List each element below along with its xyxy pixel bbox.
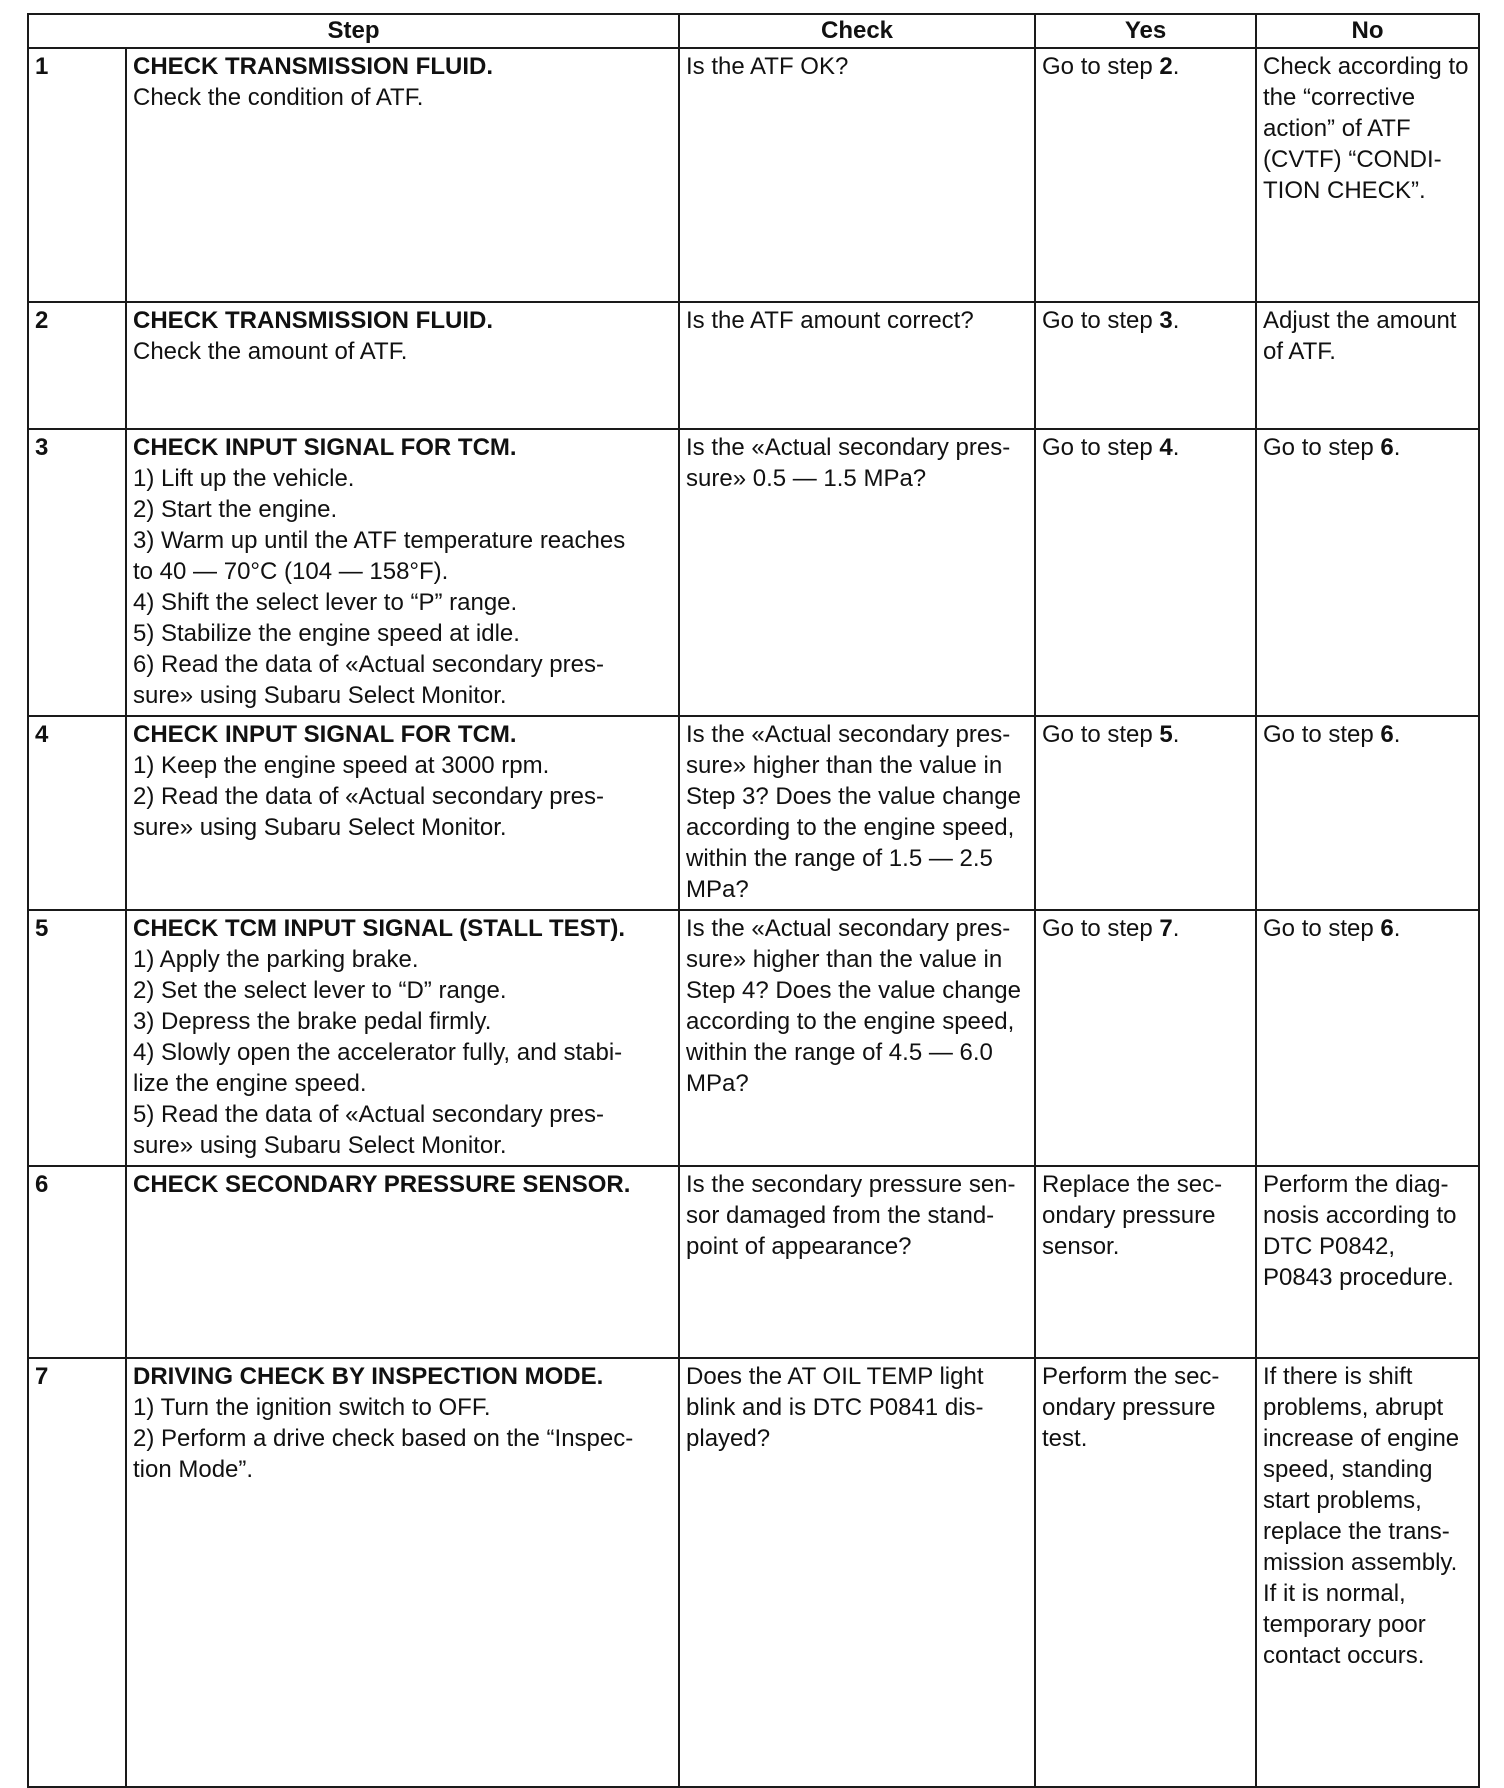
no-line: (CVTF) “CONDI- bbox=[1263, 146, 1442, 173]
step-line: tion Mode”. bbox=[133, 1456, 254, 1483]
header-row bbox=[28, 14, 1479, 48]
step-title: CHECK TCM INPUT SIGNAL (STALL TEST). bbox=[133, 915, 625, 942]
no-line: If it is normal, bbox=[1263, 1580, 1406, 1607]
yes-cell bbox=[1035, 1358, 1256, 1787]
step-line: 3) Warm up until the ATF temperature reaches bbox=[133, 527, 626, 554]
check-line: point of appearance? bbox=[686, 1233, 912, 1260]
table-row bbox=[28, 429, 1479, 716]
check-cell bbox=[679, 48, 1035, 302]
check-line: Step 3? Does the value change bbox=[686, 783, 1021, 810]
no-suffix: . bbox=[1393, 721, 1401, 748]
step-line: 4) Slowly open the accelerator fully, and stabi- bbox=[133, 1039, 623, 1066]
no-suffix: . bbox=[1393, 915, 1401, 942]
yes-suffix: . bbox=[1172, 53, 1180, 80]
step-description bbox=[126, 716, 679, 910]
step-line: 1) Apply the parking brake. bbox=[133, 946, 419, 973]
no-line: Adjust the amount bbox=[1263, 307, 1457, 334]
no-line: contact occurs. bbox=[1263, 1642, 1425, 1669]
step-title: CHECK INPUT SIGNAL FOR TCM. bbox=[133, 721, 517, 748]
step-line: 3) Depress the brake pedal firmly. bbox=[133, 1008, 492, 1035]
step-line: Check the condition of ATF. bbox=[133, 84, 424, 111]
yes-line: test. bbox=[1042, 1425, 1088, 1452]
no-line: action” of ATF bbox=[1263, 115, 1411, 142]
check-line: according to the engine speed, bbox=[686, 1008, 1015, 1035]
no-line: speed, standing bbox=[1263, 1456, 1433, 1483]
step-title: DRIVING CHECK BY INSPECTION MODE. bbox=[133, 1363, 604, 1390]
yes-step-ref: 7 bbox=[1159, 915, 1173, 942]
check-line: blink and is DTC P0841 dis- bbox=[686, 1394, 984, 1421]
step-number: 1 bbox=[28, 48, 126, 302]
step-line: 2) Read the data of «Actual secondary pres- bbox=[133, 783, 604, 810]
step-line: 2) Perform a drive check based on the “Inspec- bbox=[133, 1425, 634, 1452]
step-line: 6) Read the data of «Actual secondary pres- bbox=[133, 651, 604, 678]
step-line: 1) Keep the engine speed at 3000 rpm. bbox=[133, 752, 550, 779]
step-line: 5) Read the data of «Actual secondary pres- bbox=[133, 1101, 604, 1128]
step-number: 5 bbox=[28, 910, 126, 1166]
no-step-ref: 6 bbox=[1380, 915, 1394, 942]
yes-suffix: . bbox=[1172, 434, 1180, 461]
no-line: temporary poor bbox=[1263, 1611, 1426, 1638]
check-line: sor damaged from the stand- bbox=[686, 1202, 995, 1229]
yes-step-ref: 2 bbox=[1159, 53, 1173, 80]
step-line: 4) Shift the select lever to “P” range. bbox=[133, 589, 518, 616]
no-line: start problems, bbox=[1263, 1487, 1422, 1514]
check-cell bbox=[679, 910, 1035, 1166]
no-text: Go to step bbox=[1263, 915, 1381, 942]
step-line: sure» using Subaru Select Monitor. bbox=[133, 814, 507, 841]
no-suffix: . bbox=[1393, 434, 1401, 461]
yes-step-ref: 5 bbox=[1159, 721, 1173, 748]
table-row bbox=[28, 1358, 1479, 1787]
check-line: played? bbox=[686, 1425, 771, 1452]
step-description bbox=[126, 302, 679, 429]
diagnostic-table bbox=[27, 13, 1480, 1788]
check-cell bbox=[679, 716, 1035, 910]
step-line: 2) Set the select lever to “D” range. bbox=[133, 977, 507, 1004]
step-number: 6 bbox=[28, 1166, 126, 1358]
step-number: 2 bbox=[28, 302, 126, 429]
no-line: replace the trans- bbox=[1263, 1518, 1450, 1545]
table-row bbox=[28, 716, 1479, 910]
no-line: Check according to bbox=[1263, 53, 1469, 80]
check-line: Step 4? Does the value change bbox=[686, 977, 1021, 1004]
no-step-ref: 6 bbox=[1380, 434, 1394, 461]
check-line: Is the ATF amount correct? bbox=[686, 307, 974, 334]
no-line: increase of engine bbox=[1263, 1425, 1460, 1452]
check-line: sure» higher than the value in bbox=[686, 946, 1003, 973]
yes-cell bbox=[1035, 716, 1256, 910]
step-description bbox=[126, 48, 679, 302]
yes-cell bbox=[1035, 48, 1256, 302]
check-cell bbox=[679, 302, 1035, 429]
check-line: Is the «Actual secondary pres- bbox=[686, 915, 1011, 942]
header-check: Check bbox=[679, 14, 1035, 48]
check-line: according to the engine speed, bbox=[686, 814, 1015, 841]
step-title: CHECK INPUT SIGNAL FOR TCM. bbox=[133, 434, 517, 461]
no-cell bbox=[1256, 48, 1479, 302]
header-no: No bbox=[1256, 14, 1479, 48]
no-text: Go to step bbox=[1263, 434, 1381, 461]
yes-suffix: . bbox=[1172, 915, 1180, 942]
no-cell bbox=[1256, 910, 1479, 1166]
check-line: within the range of 1.5 — 2.5 bbox=[686, 845, 993, 872]
yes-cell bbox=[1035, 429, 1256, 716]
yes-cell bbox=[1035, 302, 1256, 429]
no-line: nosis according to bbox=[1263, 1202, 1457, 1229]
check-line: MPa? bbox=[686, 876, 749, 903]
yes-cell bbox=[1035, 910, 1256, 1166]
no-line: P0843 procedure. bbox=[1263, 1264, 1454, 1291]
check-line: sure» higher than the value in bbox=[686, 752, 1003, 779]
yes-line: Perform the sec- bbox=[1042, 1363, 1220, 1390]
yes-line: Replace the sec- bbox=[1042, 1171, 1223, 1198]
check-line: sure» 0.5 — 1.5 MPa? bbox=[686, 465, 927, 492]
table-row bbox=[28, 302, 1479, 429]
step-line: 5) Stabilize the engine speed at idle. bbox=[133, 620, 520, 647]
check-line: Is the «Actual secondary pres- bbox=[686, 721, 1011, 748]
step-line: 2) Start the engine. bbox=[133, 496, 338, 523]
check-line: Does the AT OIL TEMP light bbox=[686, 1363, 984, 1390]
no-cell bbox=[1256, 302, 1479, 429]
check-line: Is the secondary pressure sen- bbox=[686, 1171, 1016, 1198]
yes-step-ref: 4 bbox=[1159, 434, 1173, 461]
no-cell bbox=[1256, 1166, 1479, 1358]
table-row bbox=[28, 910, 1479, 1166]
no-cell bbox=[1256, 1358, 1479, 1787]
step-number: 3 bbox=[28, 429, 126, 716]
step-title: CHECK SECONDARY PRESSURE SENSOR. bbox=[133, 1171, 631, 1198]
step-number: 4 bbox=[28, 716, 126, 910]
check-cell bbox=[679, 1166, 1035, 1358]
no-line: problems, abrupt bbox=[1263, 1394, 1444, 1421]
check-line: MPa? bbox=[686, 1070, 749, 1097]
table-row bbox=[28, 1166, 1479, 1358]
step-line: 1) Turn the ignition switch to OFF. bbox=[133, 1394, 491, 1421]
step-line: 1) Lift up the vehicle. bbox=[133, 465, 355, 492]
no-step-ref: 6 bbox=[1380, 721, 1394, 748]
yes-text: Go to step bbox=[1042, 721, 1160, 748]
yes-text: Go to step bbox=[1042, 915, 1160, 942]
step-line: sure» using Subaru Select Monitor. bbox=[133, 682, 507, 709]
no-cell bbox=[1256, 716, 1479, 910]
header-yes: Yes bbox=[1035, 14, 1256, 48]
yes-line: ondary pressure bbox=[1042, 1394, 1216, 1421]
yes-step-ref: 3 bbox=[1159, 307, 1173, 334]
step-description bbox=[126, 429, 679, 716]
yes-cell bbox=[1035, 1166, 1256, 1358]
no-line: Perform the diag- bbox=[1263, 1171, 1449, 1198]
check-cell bbox=[679, 429, 1035, 716]
no-line: of ATF. bbox=[1263, 338, 1336, 365]
no-line: mission assembly. bbox=[1263, 1549, 1458, 1576]
yes-line: ondary pressure bbox=[1042, 1202, 1216, 1229]
no-line: DTC P0842, bbox=[1263, 1233, 1396, 1260]
no-text: Go to step bbox=[1263, 721, 1381, 748]
step-title: CHECK TRANSMISSION FLUID. bbox=[133, 307, 493, 334]
no-cell bbox=[1256, 429, 1479, 716]
step-title: CHECK TRANSMISSION FLUID. bbox=[133, 53, 493, 80]
step-line: lize the engine speed. bbox=[133, 1070, 367, 1097]
yes-suffix: . bbox=[1172, 721, 1180, 748]
step-line: to 40 — 70°C (104 — 158°F). bbox=[133, 558, 449, 585]
table-row bbox=[28, 48, 1479, 302]
yes-text: Go to step bbox=[1042, 53, 1160, 80]
step-line: sure» using Subaru Select Monitor. bbox=[133, 1132, 507, 1159]
check-cell bbox=[679, 1358, 1035, 1787]
header-step: Step bbox=[28, 14, 679, 48]
check-line: within the range of 4.5 — 6.0 bbox=[686, 1039, 993, 1066]
yes-text: Go to step bbox=[1042, 307, 1160, 334]
step-description bbox=[126, 1166, 679, 1358]
yes-suffix: . bbox=[1172, 307, 1180, 334]
check-line: Is the «Actual secondary pres- bbox=[686, 434, 1011, 461]
step-description bbox=[126, 910, 679, 1166]
step-description bbox=[126, 1358, 679, 1787]
no-line: If there is shift bbox=[1263, 1363, 1413, 1390]
no-line: TION CHECK”. bbox=[1263, 177, 1426, 204]
check-line: Is the ATF OK? bbox=[686, 53, 849, 80]
no-line: the “corrective bbox=[1263, 84, 1416, 111]
step-line: Check the amount of ATF. bbox=[133, 338, 408, 365]
yes-line: sensor. bbox=[1042, 1233, 1120, 1260]
step-number: 7 bbox=[28, 1358, 126, 1787]
yes-text: Go to step bbox=[1042, 434, 1160, 461]
